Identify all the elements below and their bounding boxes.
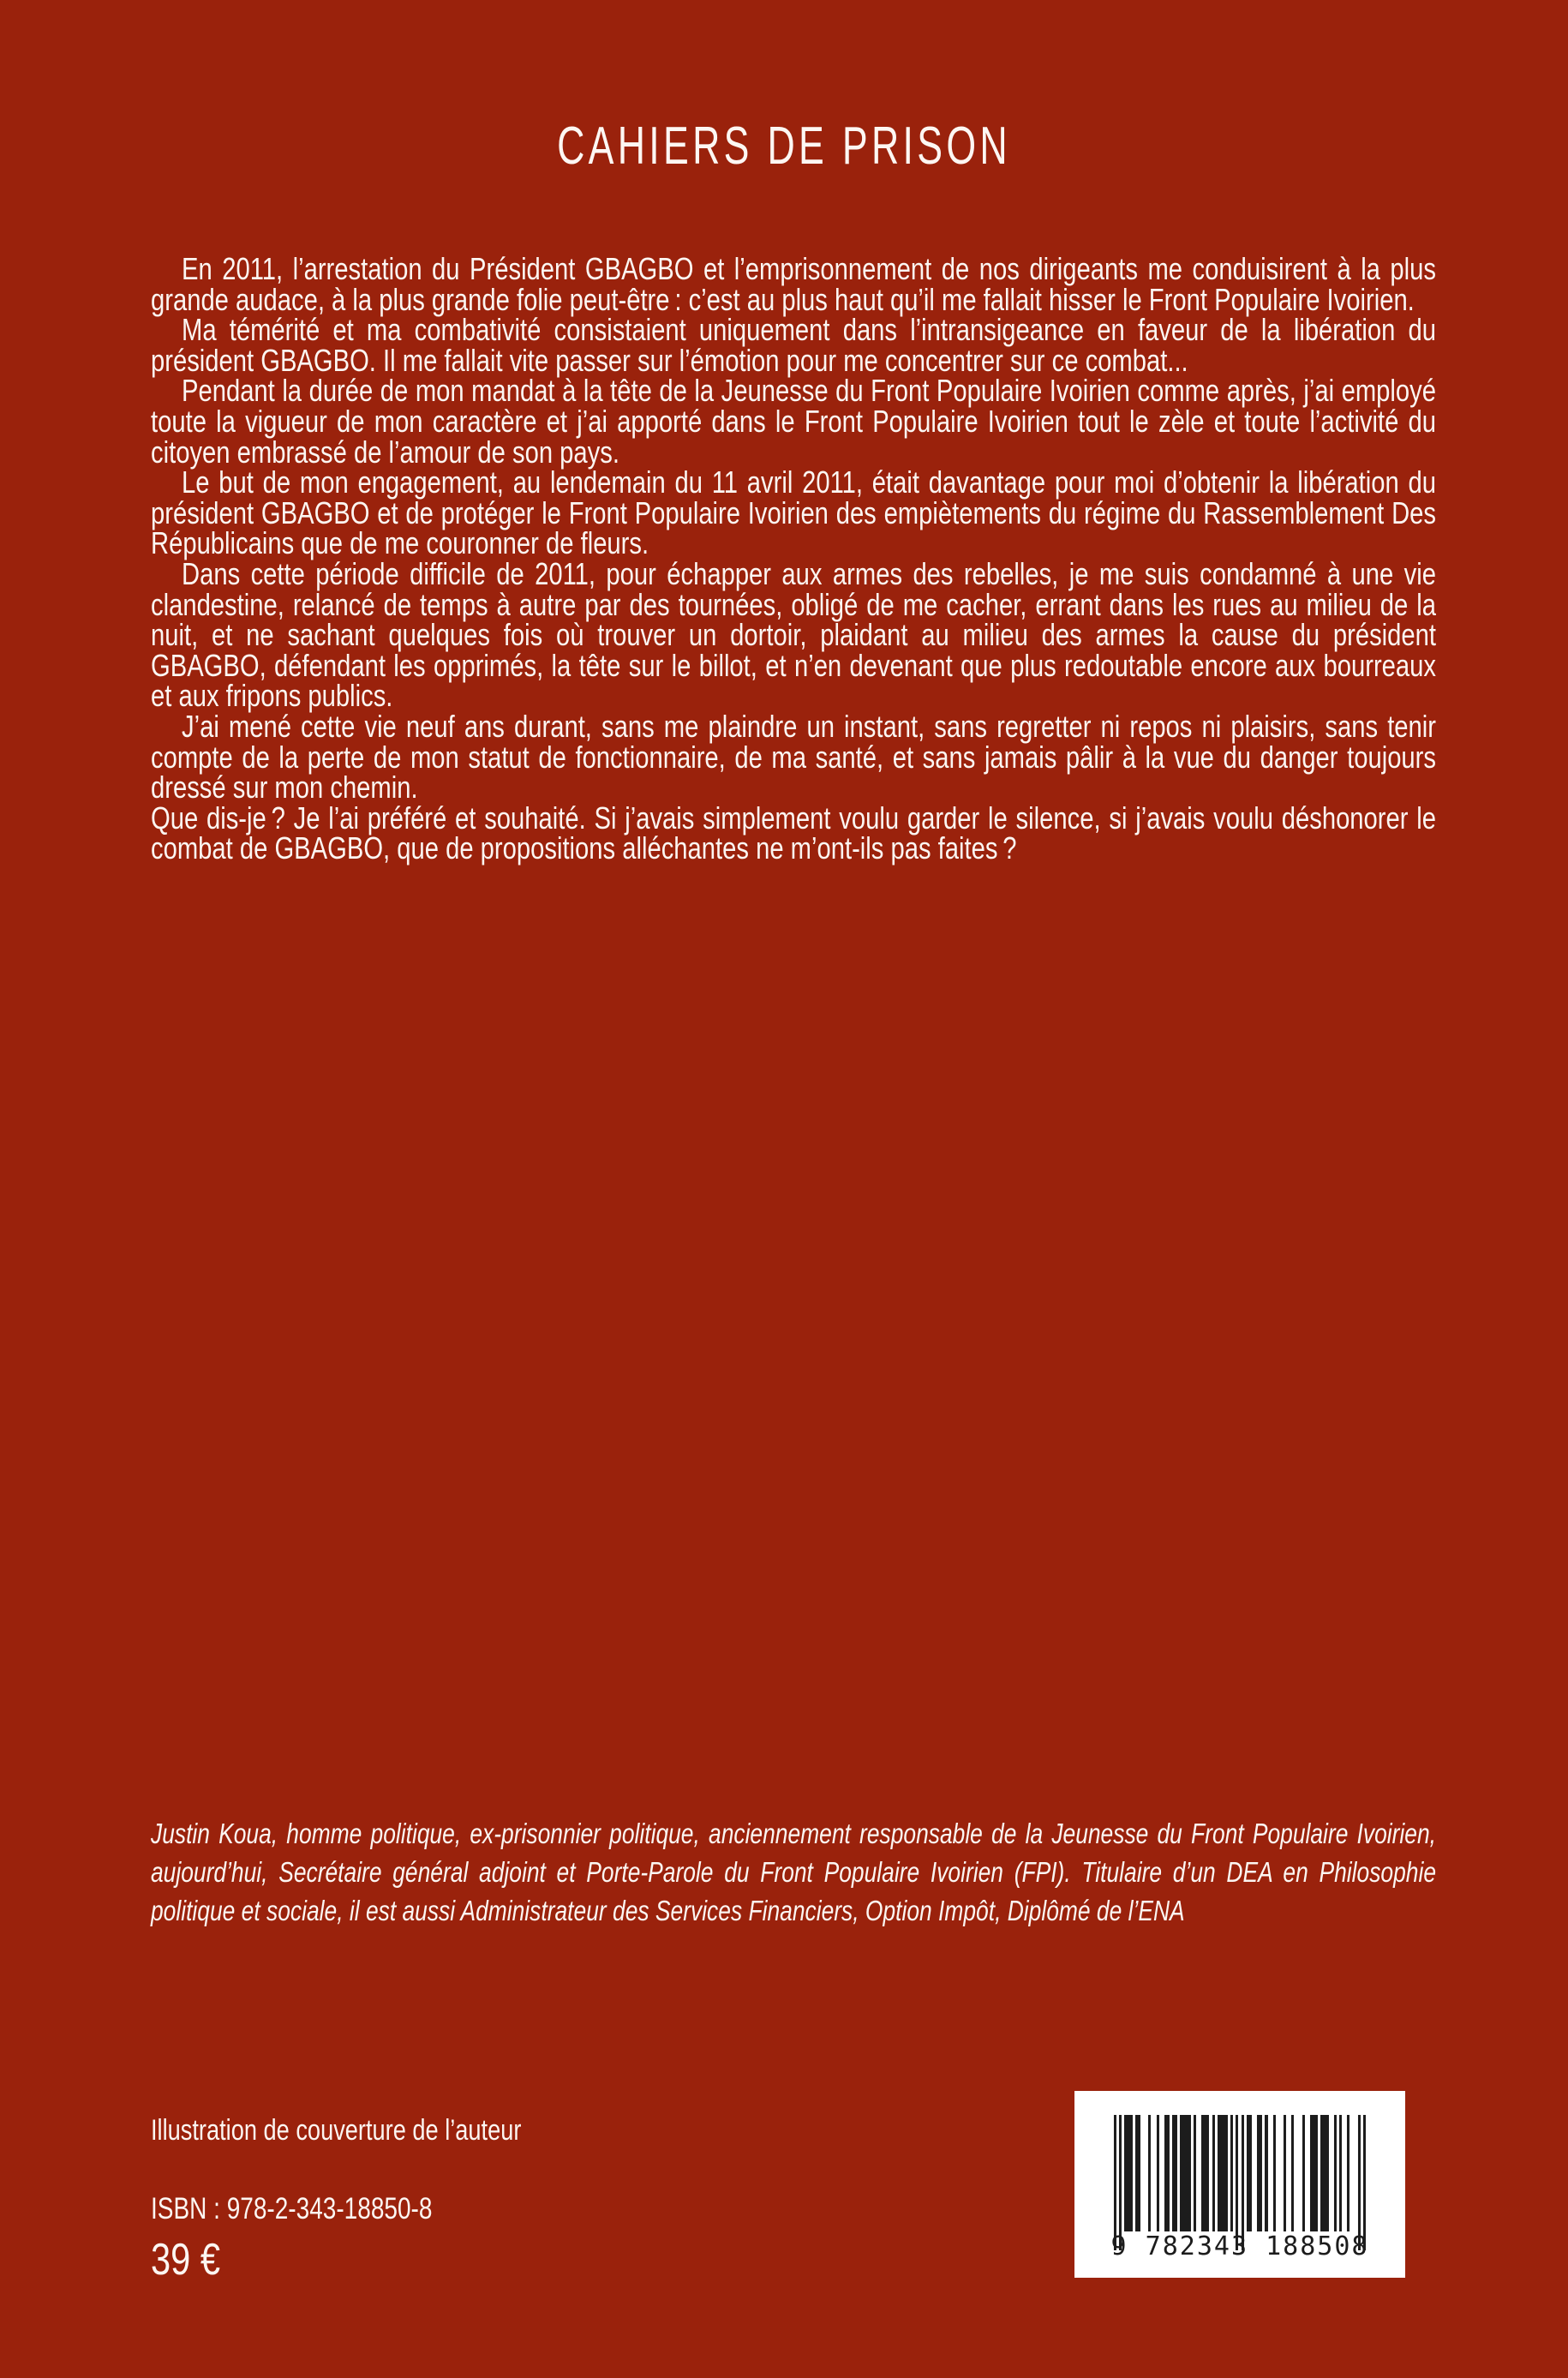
barcode-bar — [1201, 2115, 1209, 2231]
blurb-paragraph: Le but de mon engagement, au lendemain du 11 avril 2011, était davantage pour moi d’obtenir la libération du président GBAGBO et de protéger le Front Populaire Ivoirien des empiètements du régime du Rassemblement Des Républicains que de me couronner de fleurs. — [151, 464, 1436, 561]
blurb-paragraph: En 2011, l’arrestation du Président GBAGBO et l’emprisonnement de nos dirigeants me conduisirent à la plus grande audace, à la plus grande folie peut-être : c’est au plus haut qu’il me fallait hisser le Front Populaire Ivoirien. — [151, 251, 1436, 317]
barcode-space — [1350, 2115, 1357, 2231]
blurb-paragraph: Pendant la durée de mon mandat à la tête de la Jeunesse du Front Populaire Ivoirien comme après, j’ai employé toute la vigueur de mon caractère et j’ai apporté dans le Front Populaire Ivoirien tout le zèle et toute l’activité du citoyen embrassé de l’amour de son pays. — [151, 373, 1436, 470]
barcode-digits: 9 782343 188508 — [1110, 2231, 1369, 2261]
barcode-bar — [1218, 2115, 1228, 2231]
barcode-bar — [1180, 2115, 1190, 2231]
price-text: 39 € — [151, 2235, 220, 2285]
barcode-bars — [1114, 2115, 1366, 2231]
barcode — [1074, 2091, 1405, 2278]
barcode-space — [1140, 2115, 1148, 2231]
cover-footer — [151, 2113, 973, 2285]
blurb-paragraph: Que dis-je ? Je l’ai préféré et souhaité. Si j’avais simplement voulu garder le silence, si j’avais voulu déshonorer le combat de GBAGBO, que de propositions alléchantes ne m’ont-ils pas faites ? — [151, 800, 1436, 866]
author-bio — [151, 1814, 1436, 1930]
blurb-paragraph: Ma témérité et ma combativité consistaient uniquement dans l’intransigeance en faveur de la libération du président GBAGBO. Il me fallait vite passer sur l’émotion pour me concentrer sur ce combat... — [151, 312, 1436, 378]
barcode-bar — [1363, 2115, 1366, 2250]
blurb-paragraph: Dans cette période difficile de 2011, pour échapper aux armes des rebelles, je me suis condamné à une vie clandestine, relancé de temps à autre par des tournées, obligé de me cacher, errant dans les rues au milieu de la nuit, et ne sachant quelques fois où trouver un dortoir, plaidant au milieu des armes la cause du président GBAGBO, défendant les opprimés, la tête sur le billot, et n’en devenant que plus redoutable encore aux bourreaux et aux fripons publics. — [151, 555, 1436, 714]
barcode-bar — [1310, 2115, 1318, 2231]
barcode-space — [1276, 2115, 1284, 2231]
page-title: CAHIERS DE PRISON — [557, 117, 1011, 176]
blurb-paragraph: J’ai mené cette vie neuf ans durant, sans me plaindre un instant, sans regretter ni repos ni plaisirs, sans tenir compte de la perte de mon statut de fonctionnaire, de ma santé, et sans jamais pâlir à la vue du danger toujours dressé sur mon chemin. — [151, 708, 1436, 806]
blurb-text — [151, 251, 1436, 866]
barcode-space — [1294, 2115, 1302, 2231]
barcode-bar — [1124, 2115, 1132, 2231]
author-bio-text: Justin Koua, homme politique, ex-prisonnier politique, anciennement responsable de la Jeunesse du Front Populaire Ivoirien, aujourd’hui, Secrétaire général adjoint et Porte-Parole du Front Populaire Ivoirien (FPI). Titulaire d’un DEA en Philosophie politique et sociale, il est aussi Administrateur des Services Financiers, Option Impôt, Diplômé de l’ENA — [151, 1818, 1436, 1926]
illustration-credit: Illustration de couverture de l’auteur — [151, 2114, 522, 2147]
barcode-bar — [1320, 2115, 1328, 2231]
isbn-text: ISBN : 978-2-343-18850-8 — [151, 2192, 433, 2225]
